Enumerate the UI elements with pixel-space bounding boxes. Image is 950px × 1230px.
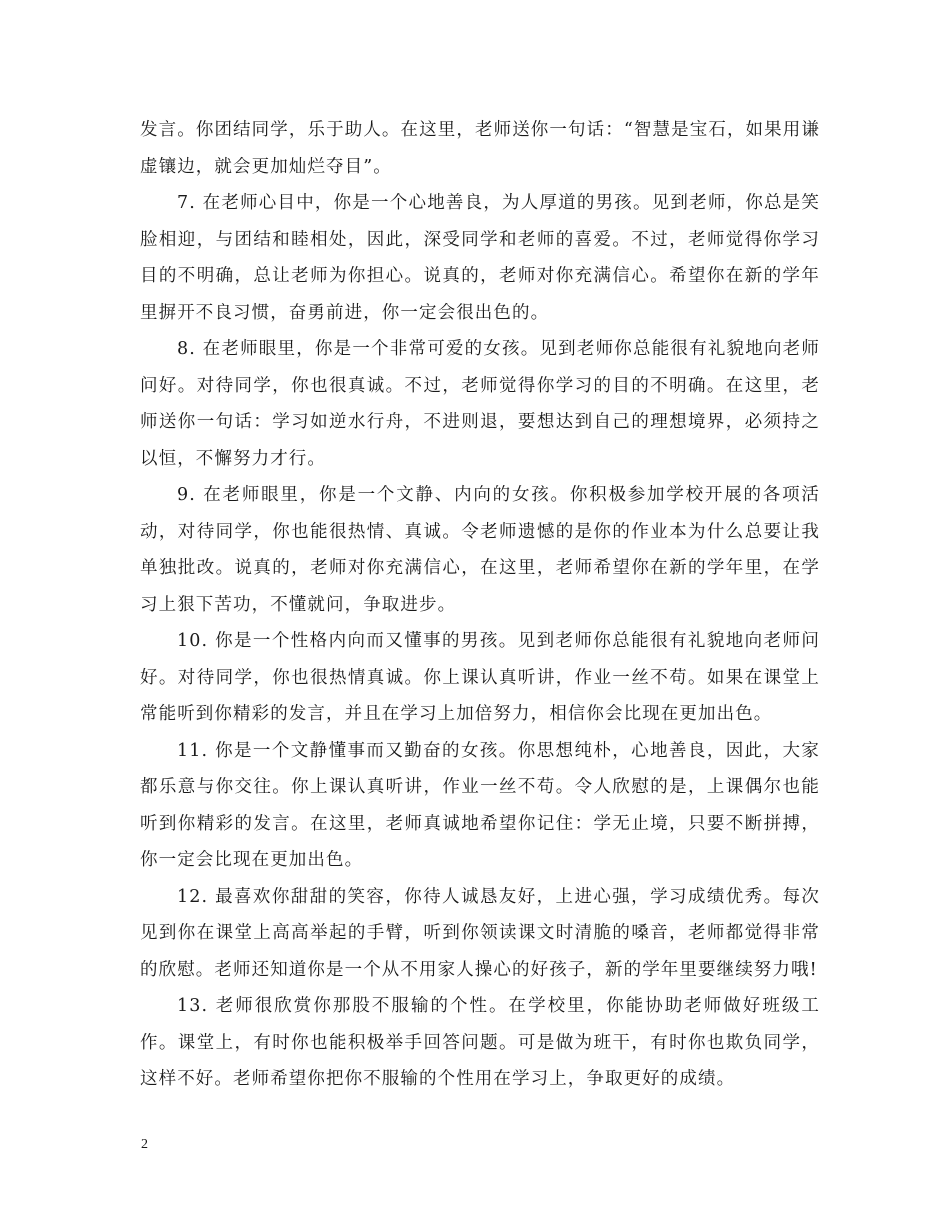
page-number: 2 (141, 1137, 148, 1152)
paragraph-comment-9: 9. 在老师眼里，你是一个文静、内向的女孩。你积极参加学校开展的各项活动，对待同学，你也能很热情、真诚。令老师遗憾的是你的作业本为什么总要让我单独批改。说真的，老师对你充满信心，在这里，老师希望你在新的学年里，在学习上狠下苦功，不懂就问，争取进步。 (140, 485, 820, 615)
paragraph-comment-7: 7. 在老师心目中，你是一个心地善良，为人厚道的男孩。见到老师，你总是笑脸相迎，与团结和睦相处，因此，深受同学和老师的喜爱。不过，老师觉得你学习目的不明确，总让老师为你担心。说真的，老师对你充满信心。希望你在新的学年里摒开不良习惯，奋勇前进，你一定会很出色的。 (140, 193, 820, 323)
paragraph-comment-12: 12. 最喜欢你甜甜的笑容，你待人诚恳友好，上进心强，学习成绩优秀。每次见到你在课堂上高高举起的手臂，听到你领读课文时清脆的嗓音，老师都觉得非常的欣慰。老师还知道你是一个从不用家人操心的好孩子，新的学年里要继续努力哦! (140, 886, 820, 980)
document-body (140, 112, 820, 1098)
paragraph-continuation: 发言。你团结同学，乐于助人。在这里，老师送你一句话：“智慧是宝石，如果用谦虚镶边，就会更加灿烂夺目”。 (140, 120, 820, 177)
paragraph-comment-10: 10. 你是一个性格内向而又懂事的男孩。见到老师你总能很有礼貌地向老师问好。对待同学，你也很热情真诚。你上课认真听讲，作业一丝不苟。如果在课堂上常能听到你精彩的发言，并且在学习上加倍努力，相信你会比现在更加出色。 (140, 631, 820, 724)
paragraph-comment-11: 11. 你是一个文静懂事而又勤奋的女孩。你思想纯朴，心地善良，因此，大家都乐意与你交往。你上课认真听讲，作业一丝不苟。令人欣慰的是，上课偶尔也能听到你精彩的发言。在这里，老师真诚地希望你记住：学无止境，只要不断拼搏，你一定会比现在更加出色。 (140, 740, 820, 870)
paragraph-comment-8: 8. 在老师眼里，你是一个非常可爱的女孩。见到老师你总能很有礼貌地向老师问好。对待同学，你也很真诚。不过，老师觉得你学习的目的不明确。在这里，老师送你一句话：学习如逆水行舟，不进则退，要想达到自己的理想境界，必须持之以恒，不懈努力才行。 (140, 339, 820, 469)
paragraph-comment-13: 13. 老师很欣赏你那股不服输的个性。在学校里，你能协助老师做好班级工作。课堂上，有时你也能积极举手回答问题。可是做为班干，有时你也欺负同学，这样不好。老师希望你把你不服输的个性用在学习上，争取更好的成绩。 (140, 996, 820, 1089)
